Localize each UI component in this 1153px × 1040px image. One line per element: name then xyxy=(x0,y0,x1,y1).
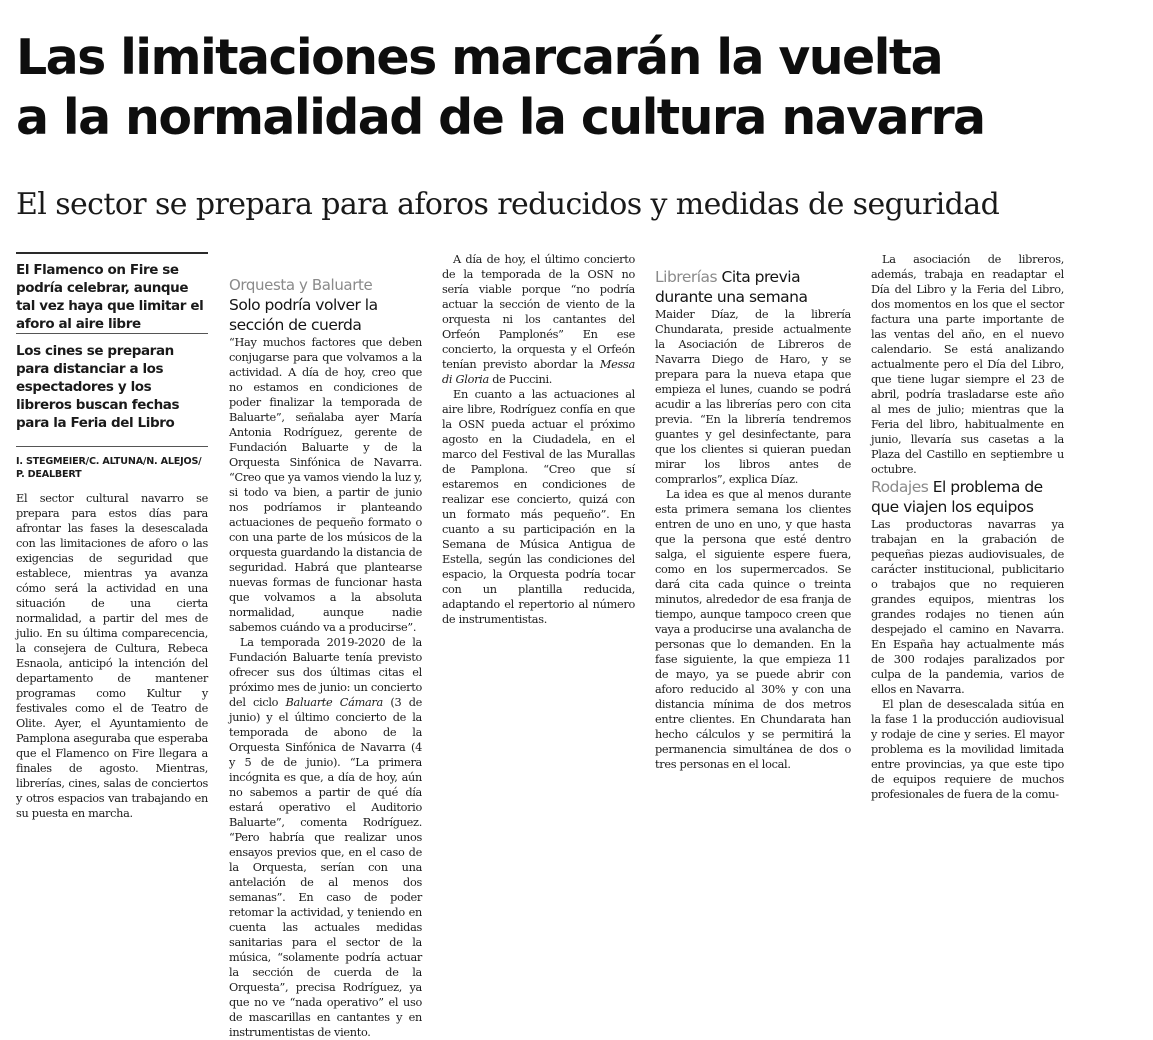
librerias-paragraph-1: Maider Díaz, de la librería Chundarata, preside actualmente la Asociación de Libreros de Navarra Diego de Haro, y se prepara para la nueva etapa que empieza el lunes, cuando se podrá acudir a las librerías pero con cita previa. “En la librería tendremos guantes y gel desinfectante, para que los clientes si quieran puedan mirar los libros antes de comprarlos”, explica Díaz. xyxy=(655,308,851,486)
obra-name: Messa di Gloria xyxy=(442,358,635,386)
column-5 xyxy=(871,252,1064,823)
rodajes-paragraph-2: El plan de desescalada sitúa en la fase 1 la producción audiovisual y rodaje de cine y series. El mayor problema es la movilidad limitada entre provincias, ya que este tipo de equipos requiere de muchos profesionales de fuera de la comu- xyxy=(871,698,1064,801)
column-3 xyxy=(442,252,635,823)
column-4-continuation xyxy=(655,252,851,267)
intro-continuation xyxy=(229,252,422,267)
headline xyxy=(16,28,1146,148)
column-4 xyxy=(655,252,851,823)
subheadline: El sector se prepara para aforos reducidos y medidas de seguridad xyxy=(16,187,1000,222)
column-1 xyxy=(16,252,208,823)
byline: I. STEGMEIER/C. ALTUNA/N. ALEJOS/ P. DEALBERT xyxy=(16,446,208,481)
headline-line-1: Las limitaciones marcarán la vuelta xyxy=(16,29,943,86)
section-tag-orquesta: Orquesta y Baluarte xyxy=(229,276,373,294)
librerias-paragraph-3: La asociación de libreros, además, trabaja en readaptar el Día del Libro y la Feria del Libro, dos momentos en los que el sector factura una parte importante de las ventas del año, en el nuevo calendario. Se está analizando actualmente pero el Día del Libro, que tiene lugar siempre el 23 de abril, podría trasladarse este año al mes de julio; mientras que la Feria del libro, habitualmente en junio, llevaría sus casetas a la Plaza del Castillo en septiembre u octubre. xyxy=(871,253,1064,476)
orquesta-paragraph-4: En cuanto a las actuaciones al aire libre, Rodríguez confía en que la OSN pueda actuar el próximo agosto en la Ciudadela, en el marco del Festival de las Murallas de Pamplona. “Creo que sí estaremos en condiciones de realizar ese concierto, quizá con un formato más pequeño”. En cuanto a su participación en la Semana de Música Antigua de Estella, según las condiciones del espacio, la Orquesta podría tocar con un plantilla reducida, adaptando el repertorio al número de instrumentistas. xyxy=(442,388,635,626)
section-title-rodajes: Rodajes El problema de que viajen los equipos xyxy=(871,478,1043,516)
section-tag-librerias: Librerías xyxy=(655,268,718,286)
section-title-librerias: Librerías Cita previa durante una semana xyxy=(655,268,808,306)
highlight-flamenco: El Flamenco on Fire se podría celebrar, aunque tal vez haya que limitar el aforo al aire libre xyxy=(16,252,208,333)
librerias-paragraph-2: La idea es que al menos durante esta primera semana los clientes entren de uno en uno, y que hasta que la persona que esté dentro salga, el siguiente espere fuera, como en los supermercados. Se dará cita cada quince o treinta minutos, alrededor de esa franja de tiempo, aunque tampoco creen que vaya a producirse una avalancha de personas que lo demanden. En la fase siguiente, la que empieza 11 de mayo, ya se puede abrir con aforo reducido al 30% y con una distancia mínima de dos metros entre clientes. En Chundarata han hecho cálculos y se permitirá la permanencia simultánea de dos o tres personas en el local. xyxy=(655,488,851,771)
section-tag-rodajes: Rodajes xyxy=(871,478,929,496)
rodajes-paragraph-1: Las productoras navarras ya trabajan en la grabación de pequeñas piezas audiovisuales, de carácter institucional, publicitario o trabajos que no requieren grandes equipos, mientras los grandes rodajes no tienen aún despejado el camino en Navarra. En España hay actualmente más de 300 rodajes paralizados por culpa de la pandemia, varios de ellos en Navarra. xyxy=(871,518,1064,696)
orquesta-paragraph-1: “Hay muchos factores que deben conjugarse para que volvamos a la actividad. A día de hoy, creo que no estamos en condiciones de poder finalizar la temporada de Baluarte”, señalaba ayer María Antonia Rodríguez, gerente de Fundación Baluarte y de la Orquesta Sinfónica de Navarra. “Creo que ya vamos viendo la luz y, si todo va bien, a partir de junio nos podríamos ir planteando actuaciones de pequeño formato o con una parte de los músicos de la orquesta guardando la distancia de seguridad. Habrá que plantearse nuevas formas de funcionar hasta que volvamos a la absoluta normalidad, aunque nadie sabemos cuándo va a producirse”. xyxy=(229,336,422,634)
column-2 xyxy=(229,252,423,1039)
orquesta-paragraph-2: La temporada 2019-2020 de la Fundación Baluarte tenía previsto ofrecer sus dos últimas citas el próximo mes de junio: un concierto del ciclo Baluarte Cámara (3 de junio) y el último concierto de la temporada de abono de la Orquesta Sinfónica de Navarra (4 y 5 de de junio). “La primera incógnita es que, a día de hoy, aún no sabemos a partir de qué día estará operativo el Auditorio Baluarte”, comenta Rodríguez. “Pero habría que realizar unos ensayos previos que, en el caso de la Orquesta, serían con una antelación de al menos dos semanas”. En caso de poder retomar la actividad, y teniendo en cuenta las actuales medidas sanitarias para el sector de la música, “solamente podría actuar la sección de cuerda de la Orquesta”, precisa Rodríguez, ya que no ve “nada operativo” el uso de mascarillas en cantantes y en instrumentistas de viento. xyxy=(229,636,423,1039)
ciclo-name: Baluarte Cámara xyxy=(285,696,383,709)
highlight-cines: Los cines se preparan para distanciar a los espectadores y los libreros buscan fechas para la Feria del Libro xyxy=(16,333,208,432)
headline-line-2: a la normalidad de la cultura navarra xyxy=(16,89,985,146)
section-title-orquesta: Solo podría volver la sección de cuerda xyxy=(229,296,378,334)
orquesta-paragraph-3: A día de hoy, el último concierto de la temporada de la OSN no sería viable porque “no podría actuar la sección de viento de la orquesta ni los cantantes del Orfeón Pamplonés” En ese concierto, la orquesta y el Orfeón tenían previsto abordar la Messa di Gloria de Puccini. xyxy=(442,253,635,386)
intro-paragraph: El sector cultural navarro se prepara para estos días para afrontar las fases la desescalada con las limitaciones de aforo o las exigencias de seguridad que establece, mientras ya avanza cómo será la actividad en una situación de una cierta normalidad, a partir del mes de julio. En su última comparecencia, la consejera de Cultura, Rebeca Esnaola, anticipó la intención del departamento de mantener programas como Kultur y festivales como el de Teatro de Olite. Ayer, el Ayuntamiento de Pamplona aseguraba que esperaba que el Flamenco on Fire llegara a finales de agosto. Mientras, librerías, cines, salas de conciertos y otros espacios van trabajando en su puesta en marcha. xyxy=(16,492,208,820)
